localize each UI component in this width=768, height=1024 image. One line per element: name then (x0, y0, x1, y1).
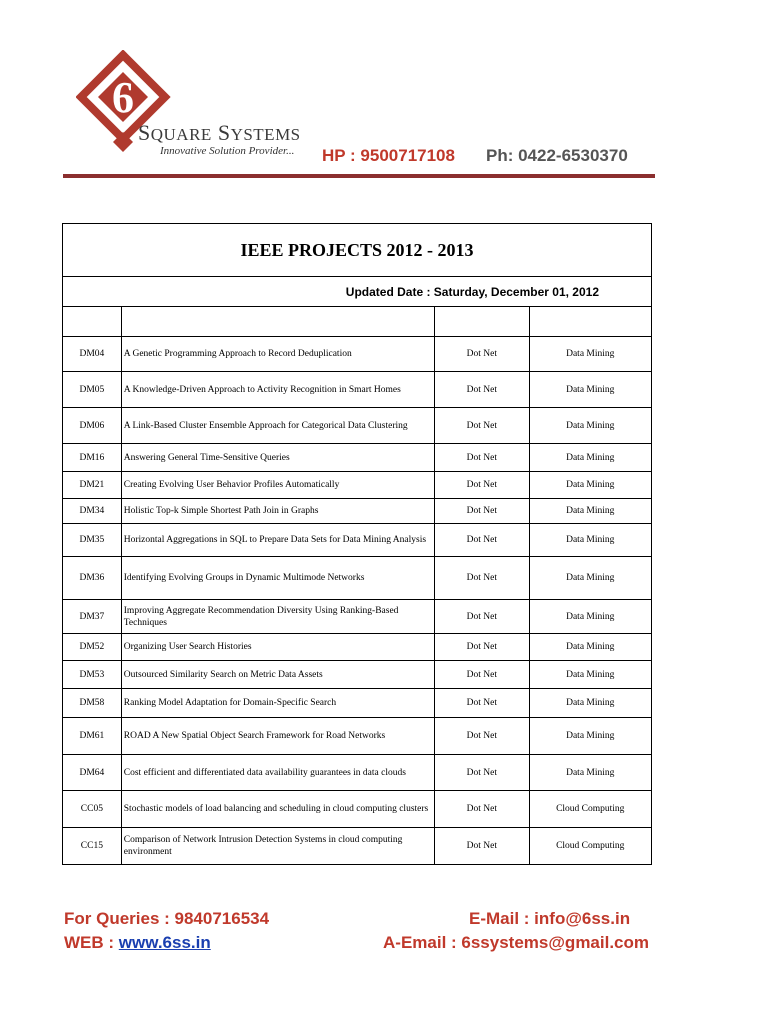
project-domain: Data Mining (529, 755, 651, 791)
header-cell-domain (529, 307, 651, 337)
project-domain: Data Mining (529, 661, 651, 689)
project-title: Ranking Model Adaptation for Domain-Specific Search (121, 689, 434, 718)
project-domain: Data Mining (529, 557, 651, 600)
header-row (63, 307, 652, 337)
brand-name: SQUARE SYSTEMS (138, 120, 301, 145)
project-domain: Cloud Computing (529, 791, 651, 828)
project-tech: Dot Net (435, 755, 529, 791)
project-tech: Dot Net (435, 791, 529, 828)
table-row (63, 755, 652, 791)
project-tech: Dot Net (435, 828, 529, 865)
project-title: Identifying Evolving Groups in Dynamic Multimode Networks (121, 557, 434, 600)
table-row (63, 472, 652, 499)
project-code: CC05 (63, 791, 122, 828)
project-title: Creating Evolving User Behavior Profiles Automatically (121, 472, 434, 499)
project-title: A Link-Based Cluster Ensemble Approach for Categorical Data Clustering (121, 408, 434, 444)
project-tech: Dot Net (435, 499, 529, 524)
project-domain: Data Mining (529, 524, 651, 557)
project-tech: Dot Net (435, 557, 529, 600)
project-domain: Data Mining (529, 444, 651, 472)
updated-row (63, 277, 652, 307)
table-row (63, 689, 652, 718)
project-title: Cost efficient and differentiated data availability guarantees in data clouds (121, 755, 434, 791)
project-title: A Genetic Programming Approach to Record Deduplication (121, 337, 434, 372)
project-code: DM05 (63, 372, 122, 408)
table-row (63, 634, 652, 661)
title-row (63, 224, 652, 277)
project-tech: Dot Net (435, 444, 529, 472)
header-cell-title (121, 307, 434, 337)
project-domain: Data Mining (529, 472, 651, 499)
web-line (64, 933, 211, 953)
project-domain: Data Mining (529, 718, 651, 755)
project-tech: Dot Net (435, 408, 529, 444)
table-row (63, 372, 652, 408)
queries-number: For Queries : 9840716534 (64, 909, 270, 928)
project-domain: Data Mining (529, 634, 651, 661)
project-title: Improving Aggregate Recommendation Diversity Using Ranking-Based Techniques (121, 600, 434, 634)
table-row (63, 557, 652, 600)
project-title: A Knowledge-Driven Approach to Activity Recognition in Smart Homes (121, 372, 434, 408)
table-row (63, 337, 652, 372)
project-domain: Data Mining (529, 600, 651, 634)
project-code: DM37 (63, 600, 122, 634)
page-title: IEEE PROJECTS 2012 - 2013 (63, 224, 652, 277)
project-title: Organizing User Search Histories (121, 634, 434, 661)
table-row (63, 828, 652, 865)
project-domain: Data Mining (529, 372, 651, 408)
table-row (63, 661, 652, 689)
project-code: DM06 (63, 408, 122, 444)
project-tech: Dot Net (435, 600, 529, 634)
project-tech: Dot Net (435, 472, 529, 499)
hp-number: HP : 9500717108 (322, 146, 455, 165)
project-code: DM36 (63, 557, 122, 600)
project-code: DM21 (63, 472, 122, 499)
phone-number: Ph: 0422-6530370 (486, 146, 628, 165)
table-row (63, 600, 652, 634)
project-tech: Dot Net (435, 634, 529, 661)
project-code: DM58 (63, 689, 122, 718)
updated-date: Updated Date : Saturday, December 01, 2012 (63, 277, 652, 307)
project-code: DM34 (63, 499, 122, 524)
project-code: DM53 (63, 661, 122, 689)
project-tech: Dot Net (435, 661, 529, 689)
project-code: DM64 (63, 755, 122, 791)
project-domain: Data Mining (529, 408, 651, 444)
header-cell-code (63, 307, 122, 337)
email: E-Mail : info@6ss.in (469, 909, 631, 928)
table-row (63, 408, 652, 444)
projects-table (62, 223, 652, 865)
project-title: Outsourced Similarity Search on Metric Data Assets (121, 661, 434, 689)
project-title: Answering General Time-Sensitive Queries (121, 444, 434, 472)
project-code: CC15 (63, 828, 122, 865)
project-domain: Cloud Computing (529, 828, 651, 865)
project-tech: Dot Net (435, 337, 529, 372)
table-row (63, 791, 652, 828)
project-tech: Dot Net (435, 689, 529, 718)
table-row (63, 444, 652, 472)
brand-tagline: Innovative Solution Provider... (160, 145, 295, 157)
project-domain: Data Mining (529, 689, 651, 718)
table-row (63, 524, 652, 557)
project-title: Comparison of Network Intrusion Detection Systems in cloud computing environment (121, 828, 434, 865)
project-title: Stochastic models of load balancing and scheduling in cloud computing clusters (121, 791, 434, 828)
project-code: DM16 (63, 444, 122, 472)
web-label: WEB : (64, 933, 119, 952)
project-code: DM52 (63, 634, 122, 661)
alt-email: A-Email : 6ssystems@gmail.com (383, 933, 650, 952)
web-link[interactable]: www.6ss.in (118, 933, 211, 952)
project-domain: Data Mining (529, 337, 651, 372)
project-code: DM04 (63, 337, 122, 372)
header-divider (63, 174, 655, 178)
project-tech: Dot Net (435, 718, 529, 755)
project-tech: Dot Net (435, 372, 529, 408)
project-code: DM61 (63, 718, 122, 755)
project-title: ROAD A New Spatial Object Search Framework for Road Networks (121, 718, 434, 755)
project-tech: Dot Net (435, 524, 529, 557)
svg-text:6: 6 (112, 73, 134, 122)
project-domain: Data Mining (529, 499, 651, 524)
project-title: Holistic Top-k Simple Shortest Path Join in Graphs (121, 499, 434, 524)
table-row (63, 718, 652, 755)
project-code: DM35 (63, 524, 122, 557)
header-cell-tech (435, 307, 529, 337)
project-title: Horizontal Aggregations in SQL to Prepare Data Sets for Data Mining Analysis (121, 524, 434, 557)
table-row (63, 499, 652, 524)
